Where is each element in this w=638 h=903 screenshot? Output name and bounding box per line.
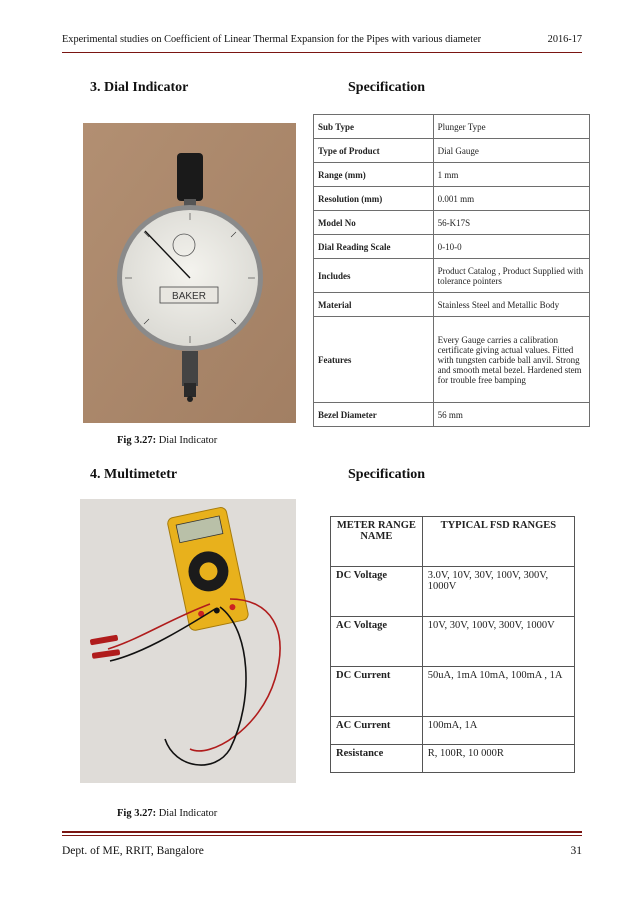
header-year: 2016-17: [547, 34, 582, 45]
figure-caption-dial: [117, 435, 217, 446]
spec-key: Type of Product: [314, 139, 434, 163]
section4-heading: [90, 467, 177, 483]
dial-spec-table-wrap: [313, 114, 590, 427]
spec-value: Every Gauge carries a calibration certificate giving actual values. Fitted with tungsten carbide ball anvil. Strong and smooth metal bezel. Hardened stem for trouble free bamping: [433, 317, 589, 403]
spec-row: [314, 187, 590, 211]
section4-title: Multimetetr: [104, 467, 178, 482]
spec-row: [314, 317, 590, 403]
multimeter-image: [80, 499, 296, 783]
caption-label: Fig 3.27:: [117, 435, 157, 446]
meter-range-name: DC Current: [331, 667, 423, 717]
meter-range-name: DC Voltage: [331, 567, 423, 617]
meter-row: [331, 745, 575, 773]
spec-row: [314, 163, 590, 187]
spec-value: Stainless Steel and Metallic Body: [433, 293, 589, 317]
spec-key: Dial Reading Scale: [314, 235, 434, 259]
section4-spec-heading: Specification: [348, 467, 425, 482]
page-header: [62, 34, 582, 45]
spec-value: Plunger Type: [433, 115, 589, 139]
spec-value: 56 mm: [433, 403, 589, 427]
spec-key: Resolution (mm): [314, 187, 434, 211]
figure-caption-multimeter: [117, 808, 217, 819]
spec-row: [314, 259, 590, 293]
caption-label: Fig 3.27:: [117, 808, 157, 819]
meter-row: [331, 617, 575, 667]
meter-range-name: Resistance: [331, 745, 423, 773]
section3-number: 3.: [90, 80, 101, 95]
caption-text: Dial Indicator: [158, 808, 218, 819]
spec-row: [314, 139, 590, 163]
meter-table-header-row: [331, 517, 575, 567]
multimeter-photo: [80, 499, 296, 783]
meter-range-values: 50uA, 1mA 10mA, 100mA , 1A: [422, 667, 574, 717]
page-footer: [62, 845, 582, 857]
caption-text: Dial Indicator: [158, 435, 218, 446]
meter-header-ranges: TYPICAL FSD RANGES: [422, 517, 574, 567]
meter-range-values: 10V, 30V, 100V, 300V, 1000V: [422, 617, 574, 667]
spec-key: Material: [314, 293, 434, 317]
meter-range-table: [330, 516, 575, 773]
spec-row: [314, 211, 590, 235]
spec-row: [314, 235, 590, 259]
spec-value: Product Catalog , Product Supplied with tolerance pointers: [433, 259, 589, 293]
meter-table-wrap: [330, 516, 575, 773]
spec-value: 56-K17S: [433, 211, 589, 235]
spec-row: [314, 115, 590, 139]
spec-row: [314, 403, 590, 427]
spec-value: 1 mm: [433, 163, 589, 187]
meter-header-name: METER RANGE NAME: [331, 517, 423, 567]
spec-key: Model No: [314, 211, 434, 235]
meter-range-values: 100mA, 1A: [422, 717, 574, 745]
spec-key: Range (mm): [314, 163, 434, 187]
meter-range-values: R, 100R, 10 000R: [422, 745, 574, 773]
dial-spec-table: [313, 114, 590, 427]
spec-key: Bezel Diameter: [314, 403, 434, 427]
meter-range-name: AC Current: [331, 717, 423, 745]
dial-brand-text: BAKER: [172, 291, 206, 302]
spec-key: Features: [314, 317, 434, 403]
meter-range-values: 3.0V, 10V, 30V, 100V, 300V, 1000V: [422, 567, 574, 617]
spec-row: [314, 293, 590, 317]
section3-heading: [90, 80, 188, 96]
footer-rule-bottom: [62, 835, 582, 836]
spec-value: 0-10-0: [433, 235, 589, 259]
header-rule: [62, 52, 582, 53]
meter-row: [331, 667, 575, 717]
section4-number: 4.: [90, 467, 101, 482]
section3-spec-heading: Specification: [348, 80, 425, 95]
page-number: 31: [570, 845, 582, 857]
spec-value: 0.001 mm: [433, 187, 589, 211]
meter-row: [331, 567, 575, 617]
dial-indicator-photo: [83, 123, 296, 423]
meter-range-name: AC Voltage: [331, 617, 423, 667]
dial-indicator-image: [83, 123, 296, 423]
spec-key: Includes: [314, 259, 434, 293]
spec-key: Sub Type: [314, 115, 434, 139]
section3-title: Dial Indicator: [104, 80, 189, 95]
footer-dept: Dept. of ME, RRIT, Bangalore: [62, 845, 204, 857]
footer-rule-top: [62, 831, 582, 833]
spec-value: Dial Gauge: [433, 139, 589, 163]
meter-row: [331, 717, 575, 745]
header-title: Experimental studies on Coefficient of Linear Thermal Expansion for the Pipes with various diameter: [62, 34, 482, 45]
